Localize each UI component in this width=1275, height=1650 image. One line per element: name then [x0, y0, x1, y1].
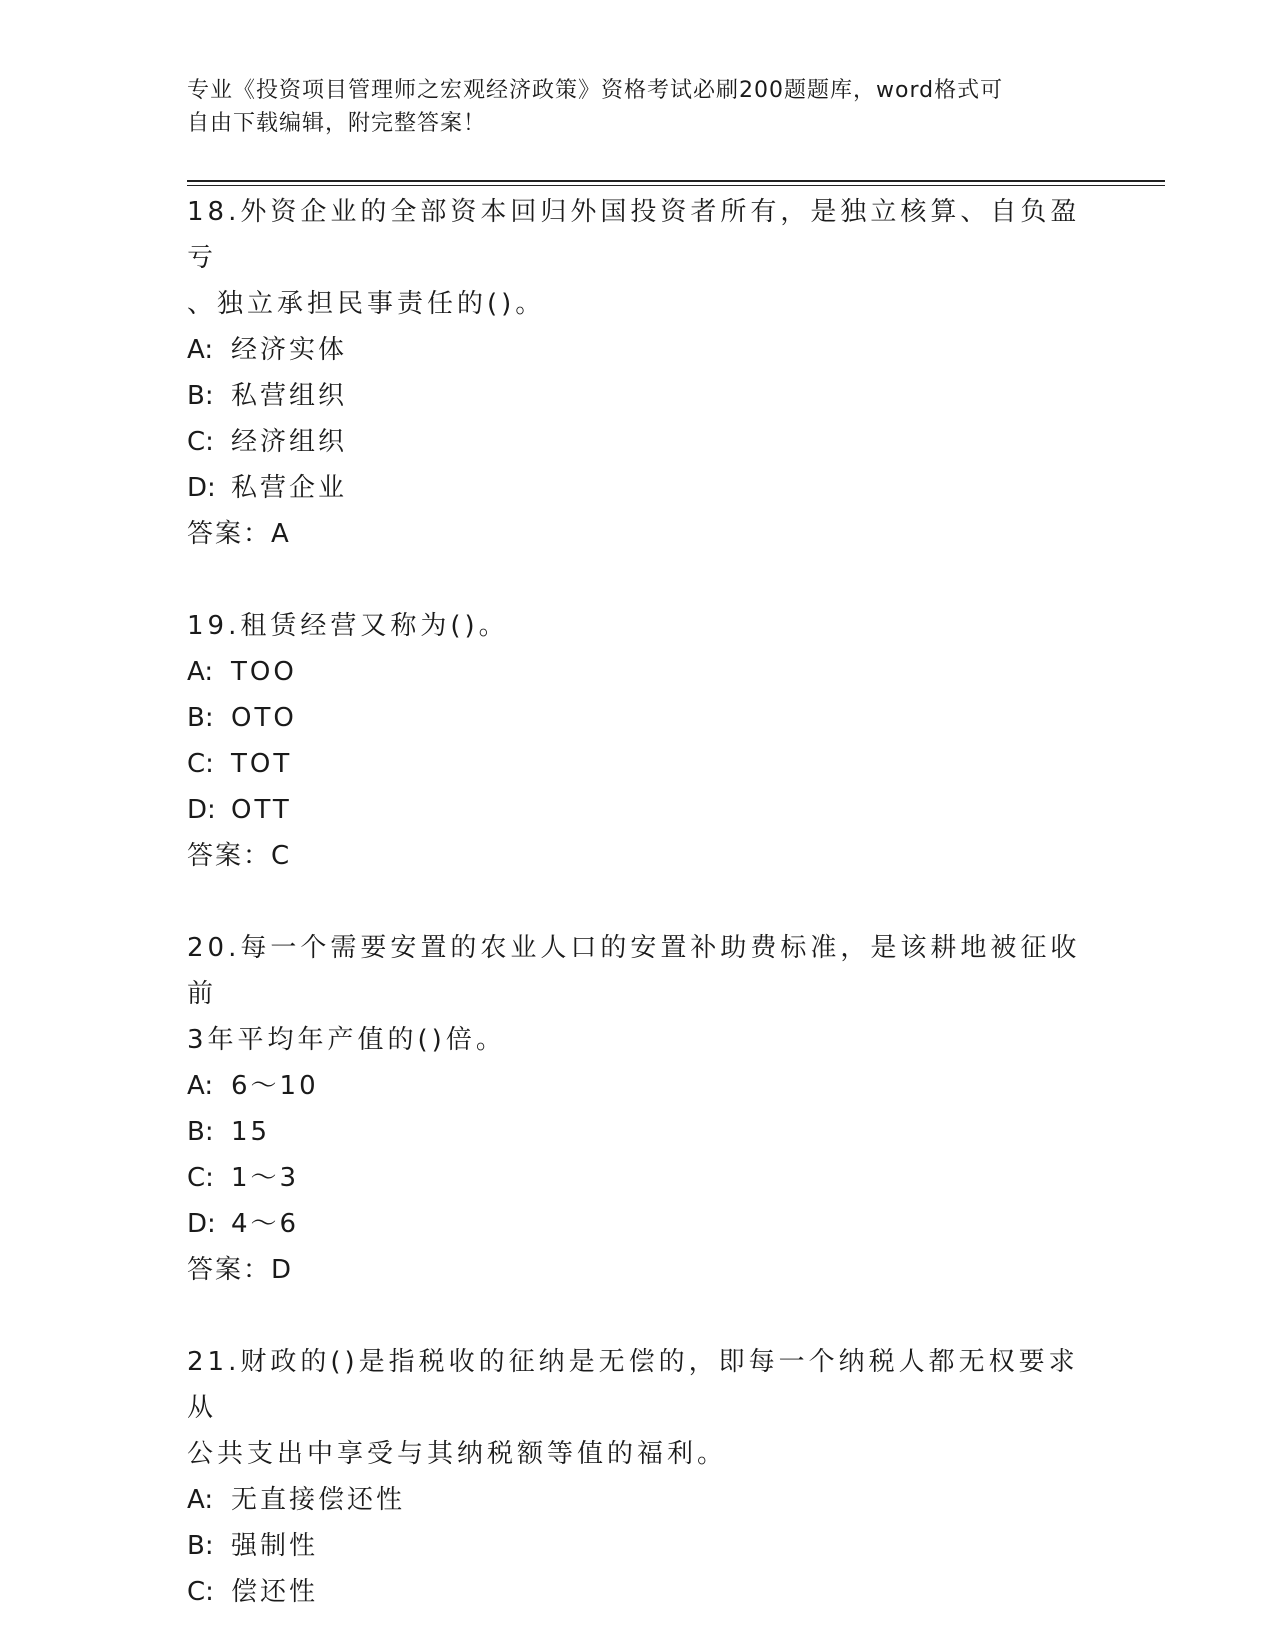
question-spacer [187, 879, 1087, 925]
question-stem-line: 20.每一个需要安置的农业人口的安置补助费标准，是该耕地被征收前 [187, 933, 1081, 1009]
option-text: TOT [231, 749, 293, 779]
question-stem [187, 603, 1087, 649]
answer-line: 答案：A [187, 519, 291, 549]
option-letter: A: [187, 335, 214, 365]
option-text: 强制性 [231, 1531, 319, 1561]
option-c [187, 1569, 1087, 1615]
option-a [187, 1063, 1087, 1109]
option-d [187, 787, 1087, 833]
option-b [187, 695, 1087, 741]
header-divider-thick [187, 180, 1165, 182]
question-stem-line: 公共支出中享受与其纳税额等值的福利。 [187, 1439, 728, 1469]
option-text: 4～6 [231, 1209, 300, 1239]
option-d [187, 465, 1087, 511]
option-letter: C: [187, 427, 214, 457]
option-letter: B: [187, 1531, 214, 1561]
question-stem-line: 、独立承担民事责任的()。 [187, 289, 546, 319]
option-c [187, 1155, 1087, 1201]
option-a [187, 649, 1087, 695]
header-line-2: 自由下载编辑，附完整答案！ [187, 111, 487, 136]
option-text: OTO [231, 703, 297, 733]
question-stem-line: 18.外资企业的全部资本回归外国投资者所有，是独立核算、自负盈亏 [187, 197, 1081, 273]
option-a [187, 1477, 1087, 1523]
option-letter: D: [187, 1209, 216, 1239]
option-letter: B: [187, 1117, 214, 1147]
option-letter: A: [187, 657, 214, 687]
option-text: 经济组织 [231, 427, 348, 457]
option-letter: C: [187, 1163, 214, 1193]
answer-line: 答案：D [187, 1255, 294, 1285]
option-text: TOO [231, 657, 297, 687]
option-c [187, 741, 1087, 787]
question-stem [187, 189, 1087, 327]
option-text: 无直接偿还性 [231, 1485, 406, 1515]
question-stem [187, 925, 1087, 1063]
option-b [187, 373, 1087, 419]
question-stem-line: 21.财政的()是指税收的征纳是无偿的，即每一个纳税人都无权要求从 [187, 1347, 1079, 1423]
question-stem-line: 19.租赁经营又称为()。 [187, 611, 509, 641]
option-b [187, 1109, 1087, 1155]
question-18 [187, 189, 1087, 557]
question-21 [187, 1339, 1087, 1615]
option-text: 私营组织 [231, 381, 348, 411]
option-text: 私营企业 [231, 473, 348, 503]
question-spacer [187, 1293, 1087, 1339]
question-20 [187, 925, 1087, 1293]
question-stem [187, 1339, 1087, 1477]
question-spacer [187, 557, 1087, 603]
header-line-1: 专业《投资项目管理师之宏观经济政策》资格考试必刷200题题库，word格式可 [187, 78, 1004, 103]
option-letter: A: [187, 1071, 214, 1101]
option-letter: D: [187, 795, 216, 825]
question-19 [187, 603, 1087, 879]
question-stem-line: 3年平均年产值的()倍。 [187, 1025, 506, 1055]
option-a [187, 327, 1087, 373]
option-letter: C: [187, 1577, 214, 1607]
option-text: 1～3 [231, 1163, 300, 1193]
option-text: 6～10 [231, 1071, 319, 1101]
question-list [187, 189, 1087, 1615]
option-b [187, 1523, 1087, 1569]
option-text: 偿还性 [231, 1577, 319, 1607]
option-letter: A: [187, 1485, 214, 1515]
option-d [187, 1201, 1087, 1247]
answer-line: 答案：C [187, 841, 292, 871]
option-letter: B: [187, 381, 214, 411]
option-letter: B: [187, 703, 214, 733]
option-c [187, 419, 1087, 465]
document-header [187, 74, 1067, 140]
option-letter: C: [187, 749, 214, 779]
header-divider-thin [187, 185, 1165, 186]
option-text: OTT [231, 795, 292, 825]
option-text: 15 [231, 1117, 271, 1147]
option-letter: D: [187, 473, 216, 503]
option-text: 经济实体 [231, 335, 348, 365]
